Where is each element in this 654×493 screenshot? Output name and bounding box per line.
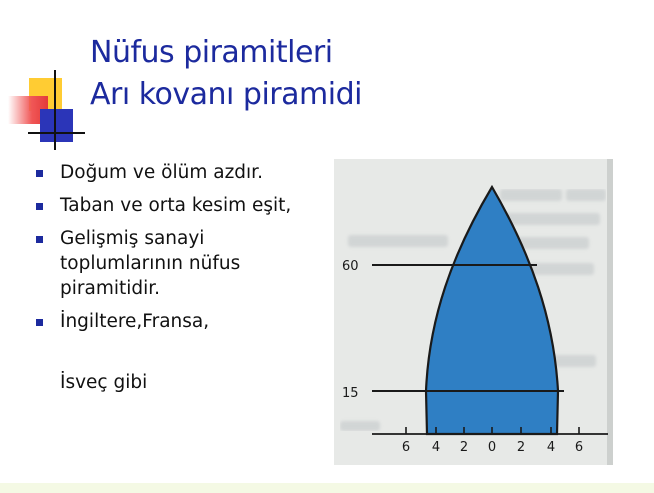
slide-bottom-strip: [0, 483, 654, 493]
slide-title: [90, 32, 362, 116]
bullet-square-icon: [36, 203, 43, 210]
bullet-square-icon: [36, 236, 43, 243]
bullet-text: Gelişmiş sanayi toplumlarının nüfus piramitidir.: [60, 228, 241, 299]
x-tick-label: 6: [401, 440, 411, 455]
bullet-item: [36, 309, 306, 334]
bullet-continuation-text: İsveç gibi: [60, 372, 148, 393]
age-label-60: 60: [342, 259, 359, 274]
x-tick-label: 0: [487, 440, 497, 455]
beehive-pyramid-image: [334, 159, 613, 465]
x-tick-label: 2: [516, 440, 526, 455]
logo-blue-square: [40, 109, 73, 142]
x-tick-label: 4: [546, 440, 556, 455]
logo-vertical-line: [54, 70, 56, 150]
bullet-item: [36, 226, 306, 301]
x-tick-label: 4: [431, 440, 441, 455]
bullet-square-icon: [36, 319, 43, 326]
age-label-15: 15: [342, 386, 359, 401]
bullet-square-icon: [36, 170, 43, 177]
bullet-item: [36, 193, 306, 218]
bullet-text: Taban ve orta kesim eşit,: [60, 195, 292, 216]
logo-horizontal-line: [28, 132, 85, 134]
title-line-2: Arı kovanı piramidi: [90, 77, 362, 112]
bullet-list: [36, 160, 306, 342]
bullet-text: İngiltere,Fransa,: [60, 311, 210, 332]
x-tick-label: 6: [574, 440, 584, 455]
slide-logo-squares: [0, 70, 90, 150]
title-line-1: Nüfus piramitleri: [90, 35, 333, 70]
paper-edge-shade: [607, 159, 613, 465]
bullet-text: Doğum ve ölüm azdır.: [60, 162, 263, 183]
bullet-item: [36, 160, 306, 185]
x-tick-label: 2: [459, 440, 469, 455]
